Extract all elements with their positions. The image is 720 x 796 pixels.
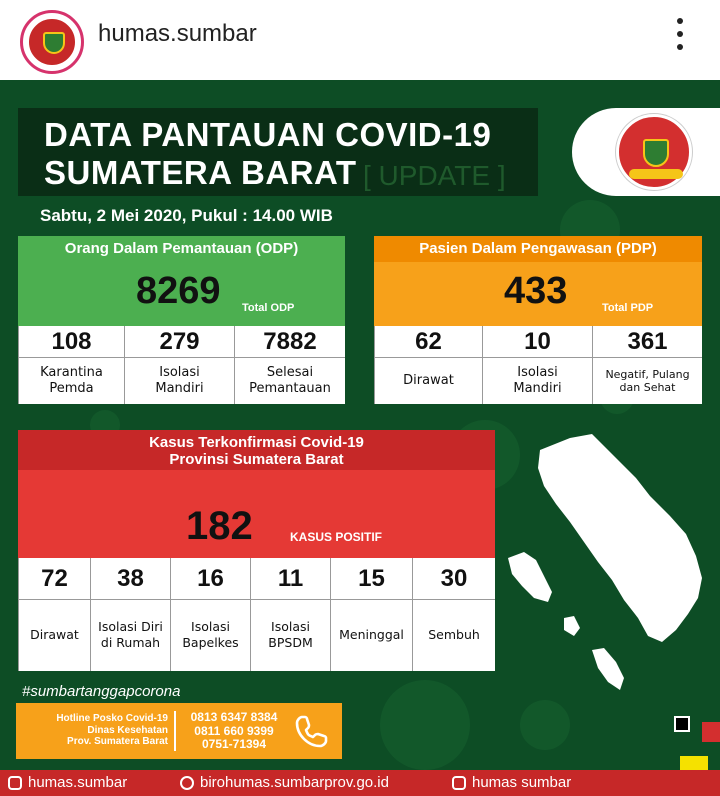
decor-square-red bbox=[702, 722, 720, 742]
kasus-total-label: KASUS POSITIF bbox=[290, 530, 383, 544]
biro-humas-seal-icon bbox=[27, 17, 77, 67]
odp-total-label: Total ODP bbox=[242, 302, 295, 314]
decor-square-black bbox=[674, 716, 690, 732]
stat-label: Isolasi Mandiri bbox=[513, 365, 562, 396]
stat-number: 279 bbox=[125, 326, 234, 358]
stat-label: Isolasi BPSDM bbox=[268, 619, 313, 650]
kasus-panel bbox=[18, 430, 495, 671]
footer-instagram-text: humas.sumbar bbox=[28, 774, 128, 791]
pdp-stat-isolasi bbox=[482, 326, 592, 404]
stat-number: 10 bbox=[483, 326, 592, 358]
stat-label: Isolasi Bapelkes bbox=[182, 619, 239, 650]
kasus-header bbox=[18, 430, 495, 470]
stat-label: Selesai Pemantauan bbox=[249, 365, 331, 396]
title-line-2: SUMATERA BARAT bbox=[44, 154, 357, 191]
pdp-total-label: Total PDP bbox=[602, 302, 654, 314]
stat-label: Dirawat bbox=[30, 627, 79, 642]
stat-label: Negatif, Pulang dan Sehat bbox=[605, 368, 690, 394]
hotline-phone: 0811 660 9399 bbox=[194, 723, 274, 738]
username[interactable]: humas.sumbar bbox=[98, 20, 257, 47]
stat-label: Sembuh bbox=[428, 627, 480, 642]
odp-stat-isolasi bbox=[124, 326, 234, 404]
hotline-divider bbox=[174, 711, 176, 751]
decor-square-yellow bbox=[680, 756, 708, 770]
sumatera-barat-map-icon bbox=[500, 430, 710, 700]
kasus-stat-meninggal bbox=[330, 558, 412, 671]
youtube-icon bbox=[452, 776, 466, 790]
stat-label: Karantina Pemda bbox=[40, 365, 103, 396]
hotline-label-line: Dinas Kesehatan bbox=[87, 724, 168, 736]
stat-label: Dirawat bbox=[403, 373, 454, 388]
odp-stat-karantina bbox=[18, 326, 124, 404]
stat-number: 16 bbox=[171, 558, 250, 600]
post-header bbox=[0, 0, 720, 80]
pdp-header: Pasien Dalam Pengawasan (PDP) bbox=[374, 236, 702, 262]
more-options-icon[interactable] bbox=[676, 18, 684, 50]
kasus-header-line-1: Kasus Terkonfirmasi Covid-19 bbox=[149, 434, 364, 451]
title-line-1: DATA PANTAUAN COVID-19 bbox=[44, 116, 492, 153]
pdp-panel bbox=[374, 236, 702, 404]
hotline-numbers bbox=[182, 711, 286, 752]
pdp-total-area bbox=[374, 262, 702, 326]
stat-number: 72 bbox=[19, 558, 90, 600]
kasus-stat-sembuh bbox=[412, 558, 495, 671]
instagram-icon bbox=[8, 776, 22, 790]
stat-number: 11 bbox=[251, 558, 330, 600]
stat-label: Isolasi Diri di Rumah bbox=[98, 619, 163, 650]
pdp-stat-dirawat bbox=[374, 326, 482, 404]
kasus-stat-isolasi-bpsdm bbox=[250, 558, 330, 671]
kasus-stat-dirawat bbox=[18, 558, 90, 671]
stat-label: Meninggal bbox=[339, 627, 404, 642]
post-image[interactable] bbox=[0, 80, 720, 770]
stat-number: 30 bbox=[413, 558, 495, 600]
odp-total: 8269 bbox=[136, 270, 221, 312]
hotline-label-line: Prov. Sumatera Barat bbox=[67, 736, 168, 747]
pdp-stat-negatif bbox=[592, 326, 702, 404]
hotline-phone: 0751-71394 bbox=[201, 737, 267, 751]
stat-number: 108 bbox=[19, 326, 124, 358]
report-date: Sabtu, 2 Mei 2020, Pukul : 14.00 WIB bbox=[40, 206, 333, 225]
stat-number: 7882 bbox=[235, 326, 345, 358]
hotline-label bbox=[22, 713, 168, 748]
phone-icon bbox=[292, 711, 332, 751]
odp-header: Orang Dalam Pemantauan (ODP) bbox=[18, 236, 345, 262]
footer-website-text: birohumas.sumbarprov.go.id bbox=[200, 774, 389, 791]
pdp-total: 433 bbox=[504, 270, 568, 312]
seal-icon bbox=[616, 114, 692, 190]
hotline-label-line: Hotline Posko Covid-19 bbox=[56, 713, 168, 724]
stat-number: 38 bbox=[91, 558, 170, 600]
footer-website bbox=[180, 774, 389, 791]
stat-number: 361 bbox=[593, 326, 702, 358]
hotline-banner bbox=[16, 703, 342, 759]
stat-number: 15 bbox=[331, 558, 412, 600]
stat-number: 62 bbox=[375, 326, 482, 358]
kasus-total-area bbox=[18, 470, 495, 558]
globe-icon bbox=[180, 776, 194, 790]
footer-youtube-text: humas sumbar bbox=[472, 774, 572, 791]
poster-footer bbox=[0, 770, 720, 796]
odp-total-area bbox=[18, 262, 345, 326]
kasus-header-line-2: Provinsi Sumatera Barat bbox=[169, 451, 344, 468]
kasus-total: 182 bbox=[186, 504, 253, 548]
stat-label: Isolasi Mandiri bbox=[155, 365, 204, 396]
footer-instagram bbox=[8, 774, 127, 791]
biro-humas-logo bbox=[572, 108, 720, 196]
kasus-stat-isolasi-rumah bbox=[90, 558, 170, 671]
odp-panel bbox=[18, 236, 345, 404]
odp-stat-selesai bbox=[234, 326, 345, 404]
hotline-phone: 0813 6347 8384 bbox=[190, 710, 278, 724]
hashtag: #sumbartanggapcorona bbox=[22, 683, 181, 700]
update-tag: [ UPDATE ] bbox=[363, 160, 506, 191]
poster-title bbox=[18, 108, 538, 196]
footer-youtube bbox=[452, 774, 571, 791]
avatar[interactable] bbox=[20, 10, 84, 74]
kasus-stat-isolasi-bapelkes bbox=[170, 558, 250, 671]
